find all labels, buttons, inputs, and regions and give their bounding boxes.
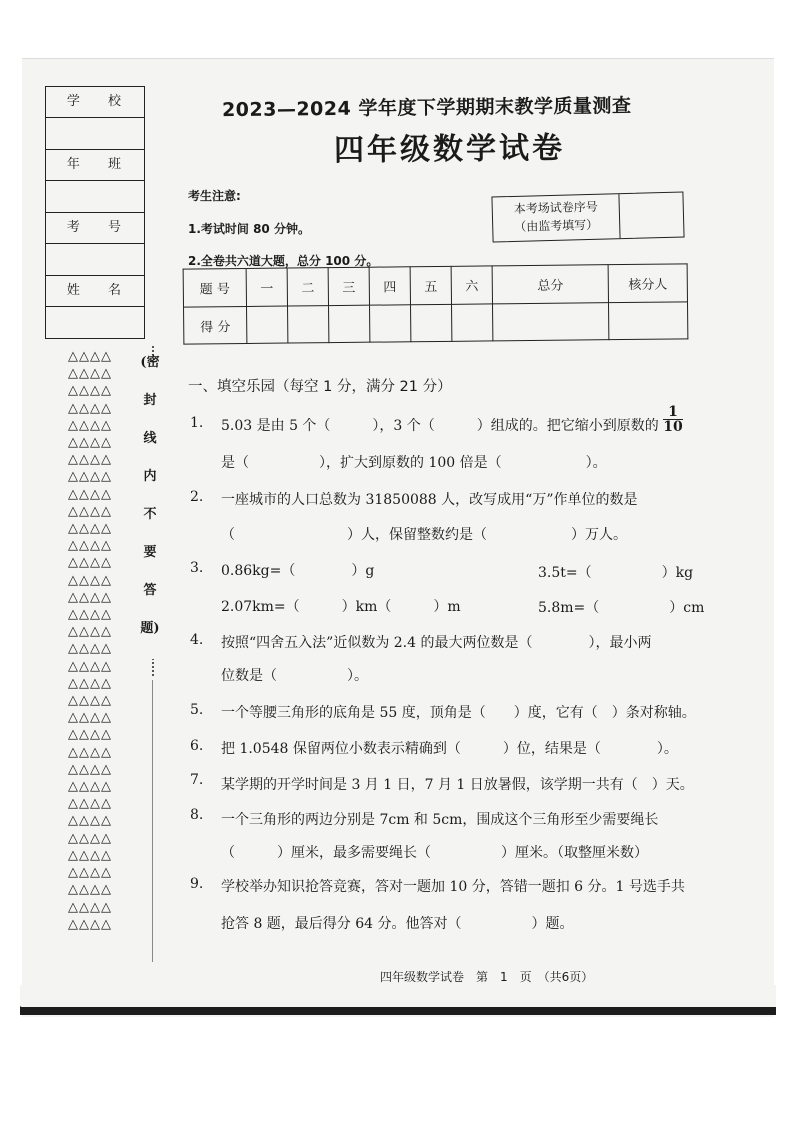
table-header-cell: 四 xyxy=(369,267,410,305)
question-text: 按照“四舍五入法”近似数为 2.4 的最大两位数是（ ），最小两 xyxy=(221,635,652,651)
section-title: 一、填空乐园（每空 1 分，满分 21 分） xyxy=(188,379,452,395)
question-text: 是（ ），扩大到原数的 100 倍是（ ）。 xyxy=(221,455,607,471)
question-text: 位数是（ ）。 xyxy=(221,668,368,684)
seal-char: 要 xyxy=(143,545,157,560)
table-header-cell: 题 号 xyxy=(183,268,246,307)
score-cell[interactable] xyxy=(493,303,609,341)
question-text: 5.03 是由 5 个（ ），3 个（ ）组成的。把它缩小到原数的 $\frac{1}{10}$ xyxy=(221,403,683,435)
notice-item-1: 1.考试时间 80 分钟。 xyxy=(188,222,310,236)
question-text: 0.86kg=（ ）g xyxy=(221,563,375,579)
question-text: 把 1.0548 保留两位小数表示精确到（ ）位，结果是（ ）。 xyxy=(221,741,678,757)
score-table xyxy=(183,263,689,344)
question-text: 一个等腰三角形的底角是 55 度，顶角是（ ）度，它有（ ）条对称轴。 xyxy=(221,705,696,721)
exam-subtitle: 2023—2024 学年度下学期期末教学质量测查 xyxy=(221,94,632,122)
question-number: 5. xyxy=(190,702,204,718)
score-row-label: 得 分 xyxy=(184,306,247,344)
question-number: 9. xyxy=(190,876,204,892)
exam-number-field[interactable] xyxy=(46,244,144,276)
question-text: （ ）厘米，最多需要绳长（ ）厘米。（取整厘米数） xyxy=(221,845,648,861)
question-text: （ ）人，保留整数约是（ ）万人。 xyxy=(221,527,627,543)
question-text: 学校举办知识抢答竞赛，答对一题加 10 分，答错一题扣 6 分。1 号选手共 xyxy=(221,879,685,895)
exam-number-label: 考 号 xyxy=(46,213,144,244)
seal-char: 封 xyxy=(143,393,157,408)
question-text: 5.8m=（ ）cm xyxy=(538,600,705,616)
exam-serial-hint: （由监考填写） xyxy=(514,217,599,234)
question-number: 4. xyxy=(190,632,204,648)
table-header-cell: 总分 xyxy=(492,265,608,304)
question-text: 2.07km=（ ）km（ ）m xyxy=(221,599,461,615)
question-text: 抢答 8 题，最后得分 64 分。他答对（ ）题。 xyxy=(221,916,574,932)
page-footer: 四年级数学试卷 第 1 页 （共6页） xyxy=(380,970,594,984)
seal-char: 题) xyxy=(140,621,160,636)
score-cell[interactable] xyxy=(247,306,288,343)
score-cell[interactable] xyxy=(608,302,687,340)
exam-serial-field[interactable] xyxy=(619,193,683,239)
scan-edge xyxy=(20,985,776,1015)
question-number: 6. xyxy=(190,738,204,754)
notice-item-2: 2.全卷共六道大题，总分 100 分。 xyxy=(188,254,379,268)
seal-char: 内 xyxy=(143,469,157,484)
score-cell[interactable] xyxy=(329,305,370,342)
question-number: 1. xyxy=(190,415,204,431)
name-label: 姓 名 xyxy=(46,276,144,307)
question-number: 8. xyxy=(190,807,204,823)
table-header-cell: 一 xyxy=(246,268,287,306)
table-header-cell: 二 xyxy=(287,268,328,306)
seal-char: 线 xyxy=(143,431,157,446)
question-text: 一座城市的人口总数为 31850088 人，改写成用“万”作单位的数是 xyxy=(221,492,638,508)
score-cell[interactable] xyxy=(452,304,493,341)
seal-char: (密 xyxy=(140,355,160,370)
notice-title: 考生注意: xyxy=(188,189,241,203)
question-number: 7. xyxy=(190,772,204,788)
triangle-decoration: △△△△ △△△△ △△△△ △△△△ △△△△ △△△△ △△△△ △△△△ △△△△ △△△△ △△△△ △△△△ △△△△ △△△△ △△△△ △△△△ △△△△ △△△△ △△△△ △△△△ △△△△ △△△△ △△△△ △△△△ △△△△ △△△△ △△△△ △△△△ △△△△ △△△△ △△△△ △△△△ △△△△ △△△△ xyxy=(68,349,112,932)
seal-char: 不 xyxy=(143,507,157,522)
score-cell[interactable] xyxy=(370,305,411,342)
name-field[interactable] xyxy=(46,307,144,338)
table-header-cell: 五 xyxy=(410,266,451,304)
exam-serial-label: 本考场试卷序号 xyxy=(513,199,598,216)
seal-solid-line xyxy=(152,680,153,962)
question-text: 某学期的开学时间是 3 月 1 日，7 月 1 日放暑假，该学期一共有（ ）天。 xyxy=(221,777,694,793)
score-cell[interactable] xyxy=(411,304,452,341)
student-info-box xyxy=(45,86,145,339)
class-field[interactable] xyxy=(46,181,144,213)
fraction: $\frac{1}{10}$ xyxy=(663,403,683,435)
school-label: 学 校 xyxy=(46,87,144,118)
seal-line-text xyxy=(140,355,160,659)
table-header-cell: 三 xyxy=(328,267,369,305)
exam-title: 四年级数学试卷 xyxy=(333,130,566,169)
question-number: 3. xyxy=(190,560,204,576)
exam-serial-box xyxy=(491,191,684,242)
question-number: 2. xyxy=(190,489,204,505)
question-text: 3.5t=（ ）kg xyxy=(538,565,694,581)
score-cell[interactable] xyxy=(288,306,329,343)
school-field[interactable] xyxy=(46,118,144,150)
class-label: 年 班 xyxy=(46,150,144,181)
table-header-cell: 核分人 xyxy=(608,264,687,303)
seal-char: 答 xyxy=(143,583,157,598)
question-text: 一个三角形的两边分别是 7cm 和 5cm，围成这个三角形至少需要绳长 xyxy=(221,812,659,828)
table-header-cell: 六 xyxy=(451,266,492,304)
